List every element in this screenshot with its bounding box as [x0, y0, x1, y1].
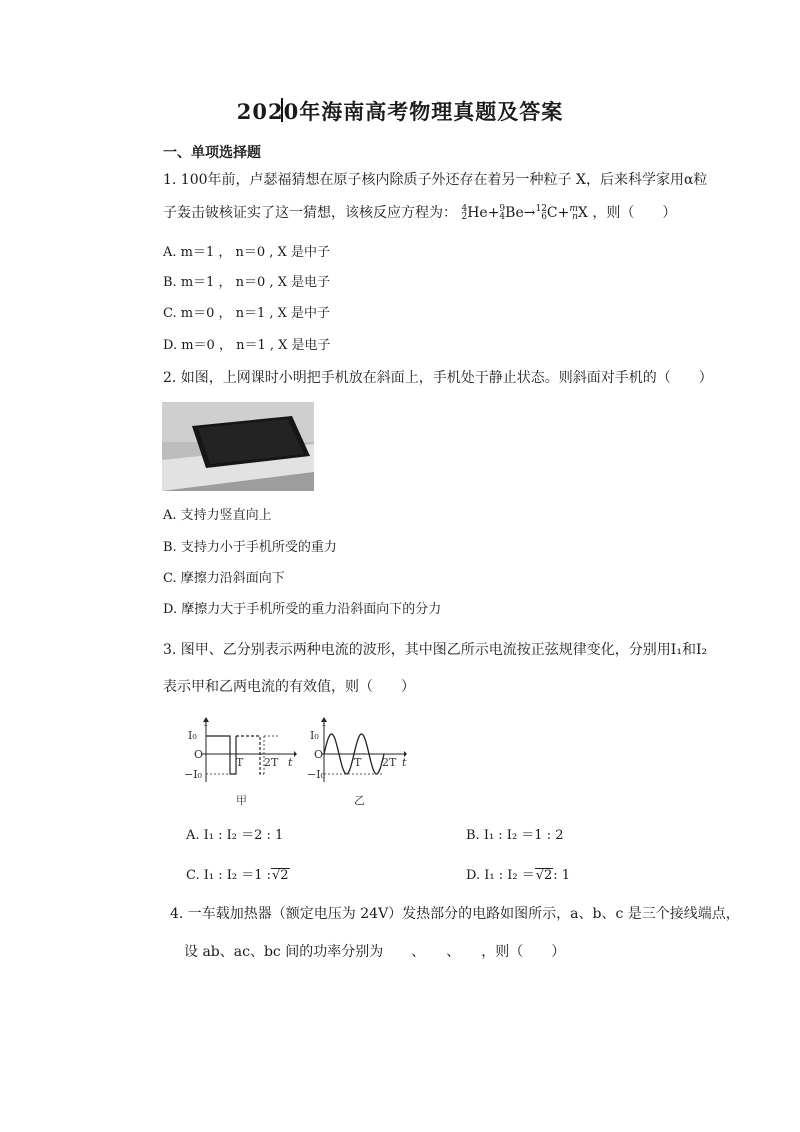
q2-option-b: B. 支持力小于手机所受的重力	[163, 540, 337, 555]
q1-equation: 4 2He+9 4Be→12 6C+m nX	[461, 204, 588, 222]
q3-option-b: B. I₁ : I₂ ＝1 : 2	[466, 828, 564, 843]
fig-a-caption: 甲	[236, 794, 247, 807]
q3-option-d-text: D. I₁ : I₂ ＝	[466, 868, 535, 883]
be-mass-number: 9	[499, 204, 506, 214]
x-atomic-number: n	[572, 212, 578, 222]
c-atomic-number: 6	[541, 212, 547, 222]
phone-incline-illustration	[162, 402, 314, 491]
q2-option-c: C. 摩擦力沿斜面向下	[163, 571, 285, 586]
q2-stem: 2. 如图，上网课时小明把手机放在斜面上，手机处于静止状态。则斜面对手机的（ ）	[163, 370, 713, 386]
sqrt-two-d: √2	[535, 868, 553, 883]
q4-stem-line1: 4. 一车载加热器（额定电压为 24V）发热部分的电路如图所示，a、b、c 是三个接线端点，	[170, 906, 740, 922]
fig-a-label-i0: I₀	[188, 729, 197, 742]
q3-option-d-tail: : 1	[553, 868, 571, 883]
q1-option-d: D. m＝0 ， n＝1 , X 是电子	[163, 338, 331, 353]
fig-a-axis-t: t	[288, 756, 293, 769]
c-mass-number: 12	[535, 204, 547, 214]
q1-option-b: B. m＝1 ， n＝0 , X 是电子	[163, 275, 331, 290]
fig-a-label-t: T	[236, 756, 244, 769]
sqrt-two-c: √2	[272, 868, 289, 883]
q1-stem-prefix: 子轰击铍核证实了这一猜想，该核反应方程为：	[163, 205, 457, 221]
he-symbol: He	[467, 205, 488, 221]
q1-stem-suffix: ，则（ ）	[592, 205, 677, 221]
q3-stem-line2: 表示甲和乙两电流的有效值，则（ ）	[163, 679, 415, 695]
fig-b-label-neg-i0: −I₀	[307, 768, 325, 781]
be-symbol: Be	[505, 205, 524, 221]
document-title: 2020年海南高考物理真题及答案	[236, 99, 564, 124]
fig-b-label-origin: O	[314, 748, 324, 761]
fig-b-caption: 乙	[354, 794, 365, 807]
be-atomic-number: 4	[499, 212, 506, 222]
fig-b-axis-t: t	[402, 756, 407, 769]
x-mass-number: m	[569, 204, 578, 214]
q1-option-a: A. m＝1 ， n＝0 , X 是中子	[163, 245, 330, 260]
q3-stem-line1: 3. 图甲、乙分别表示两种电流的波形，其中图乙所示电流按正弦规律变化，分别用I₁和I₂	[163, 642, 708, 658]
fig-a-axis-i: i	[204, 716, 208, 729]
reaction-arrow: →	[523, 205, 536, 221]
fig-b-label-t: T	[354, 756, 362, 769]
fig-a-label-neg-i0: −I₀	[184, 768, 202, 781]
q2-option-a: A. 支持力竖直向上	[163, 508, 272, 523]
q2-option-d: D. 摩擦力大于手机所受的重力沿斜面向下的分力	[163, 602, 442, 617]
he-mass-number: 4	[461, 204, 468, 214]
x-symbol: X	[577, 205, 588, 221]
q3-option-d	[466, 866, 570, 886]
fig-b-label-2t: 2T	[382, 756, 397, 769]
q4-stem-line2: 设 ab、ac、bc 间的功率分别为 、 、 ，则（ ）	[184, 944, 566, 960]
q3-option-c-text: C. I₁ : I₂ ＝1 :	[186, 868, 272, 883]
q3-option-a: A. I₁ : I₂ ＝2 : 1	[186, 828, 284, 843]
q1-option-c: C. m＝0 ， n＝1 , X 是中子	[163, 306, 331, 321]
section-heading: 一、单项选择题	[163, 145, 261, 161]
q1-stem-line1: 1. 100年前，卢瑟福猜想在原子核内除质子外还存在着另一种粒子 X，后来科学家用α粒	[163, 172, 708, 188]
c-symbol: C	[546, 205, 558, 221]
he-atomic-number: 2	[461, 212, 468, 222]
q3-option-c	[186, 866, 290, 886]
fig-a-label-2t: 2T	[264, 756, 279, 769]
fig-a-label-origin: O	[194, 748, 204, 761]
fig-b-axis-i: i	[322, 716, 326, 729]
q1-stem-line2	[163, 203, 676, 223]
phone-on-incline-photo	[162, 402, 314, 491]
fig-b-label-i0: I₀	[310, 729, 319, 742]
